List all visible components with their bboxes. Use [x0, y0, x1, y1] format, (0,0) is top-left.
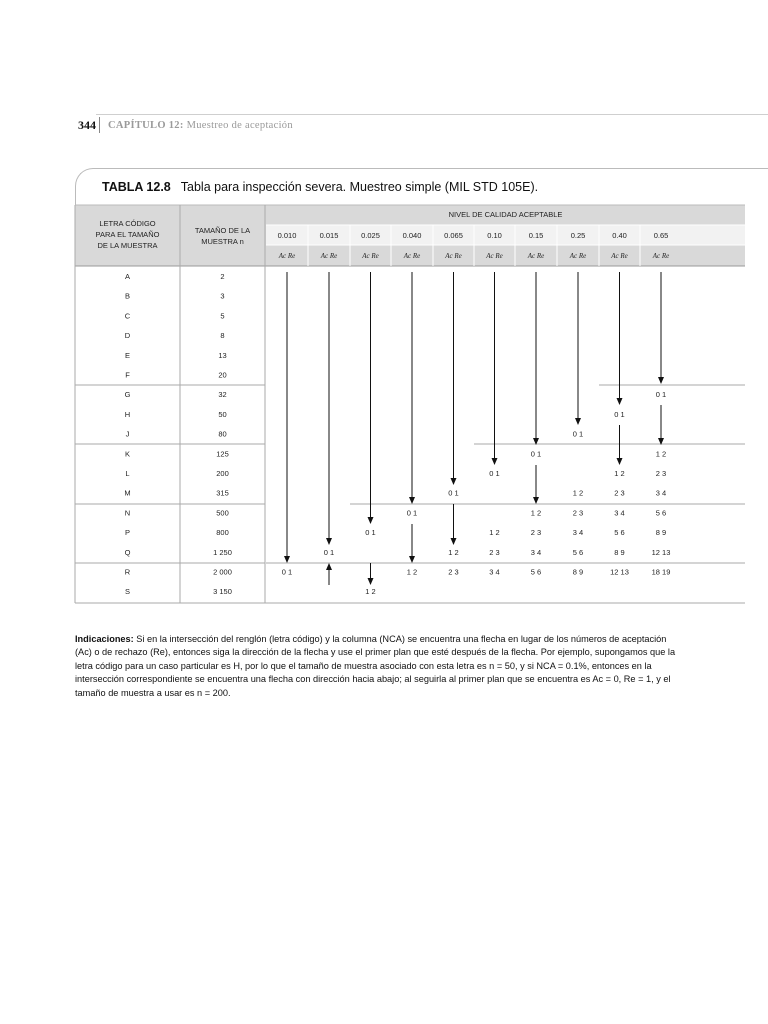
- acceptance-plan: 2 3: [572, 508, 584, 518]
- acceptance-plan: 0 1: [281, 567, 293, 577]
- nca-level: 0.10: [487, 231, 502, 240]
- row-sample-size: 3: [220, 291, 225, 301]
- nca-level: 0.15: [528, 231, 544, 240]
- nca-level: 0.40: [612, 231, 627, 240]
- ac-re-label: Ac Re: [278, 252, 296, 260]
- table-title-text: Tabla para inspección severa. Muestreo simple (MIL STD 105E).: [180, 180, 539, 194]
- acceptance-plan: 5 6: [655, 508, 667, 518]
- row-sample-size: 315: [216, 488, 229, 498]
- row-sample-size: 32: [218, 390, 227, 400]
- acceptance-plan: 0 1: [530, 449, 542, 459]
- acceptance-plan: 2 3: [614, 488, 625, 498]
- sample-size-header: MUESTRA n: [201, 237, 244, 246]
- acceptance-plan: 8 9: [655, 528, 667, 538]
- row-sample-size: 50: [218, 409, 227, 419]
- down-arrow-head: [368, 517, 374, 524]
- down-arrow-head: [617, 458, 623, 465]
- row-letter: N: [124, 508, 131, 518]
- ac-re-label: Ac Re: [527, 252, 545, 260]
- acceptance-plan: 0 1: [448, 488, 459, 498]
- row-letter: L: [125, 469, 130, 478]
- ac-re-label: Ac Re: [445, 252, 462, 260]
- acceptance-plan: 2 3: [655, 469, 667, 478]
- row-letter: J: [125, 429, 130, 439]
- down-arrow-head: [409, 497, 415, 504]
- nca-level: 0.010: [277, 231, 297, 240]
- down-arrow-head: [368, 578, 374, 585]
- acceptance-plan: 0 1: [365, 528, 376, 538]
- nca-level: 0.25: [570, 231, 586, 240]
- acceptance-plan: 3 4: [655, 488, 667, 498]
- up-arrow-head: [326, 563, 332, 570]
- row-letter: K: [124, 449, 131, 459]
- page-number: 344: [78, 118, 96, 132]
- row-sample-size: 8: [220, 331, 225, 341]
- row-letter: R: [124, 567, 131, 577]
- acceptance-plan: 1 2: [655, 449, 667, 459]
- acceptance-plan: 5 6: [572, 547, 584, 557]
- row-letter: G: [124, 390, 131, 400]
- row-sample-size: 20: [218, 370, 227, 380]
- acceptance-plan: 2 3: [489, 547, 500, 557]
- row-sample-size: 80: [218, 429, 227, 439]
- acceptance-plan: 1 2: [572, 488, 584, 498]
- acceptance-plan: 1 2: [365, 587, 376, 597]
- down-arrow-head: [658, 377, 664, 384]
- letter-code-header: LETRA CÓDIGO: [99, 219, 156, 228]
- down-arrow-head: [409, 556, 415, 563]
- row-letter: M: [124, 488, 131, 498]
- note-label: Indicaciones:: [75, 634, 134, 644]
- ac-re-label: Ac Re: [569, 252, 587, 260]
- down-arrow-head: [326, 538, 332, 545]
- row-sample-size: 200: [216, 469, 229, 478]
- acceptance-plan: 18 19: [651, 567, 671, 577]
- acceptance-plan: 3 4: [572, 528, 584, 538]
- row-letter: B: [124, 291, 131, 301]
- letter-code-header: DE LA MUESTRA: [97, 241, 158, 250]
- row-letter: S: [124, 587, 131, 597]
- acceptance-plan: 1 2: [489, 528, 500, 538]
- row-letter: C: [124, 311, 131, 321]
- ac-re-label: Ac Re: [486, 252, 503, 260]
- acceptance-plan: 0 1: [489, 469, 500, 478]
- chapter-label: CAPÍTULO 12:: [108, 120, 184, 131]
- row-sample-size: 125: [216, 449, 229, 459]
- acceptance-plan: 3 4: [530, 547, 542, 557]
- acceptance-plan: 1 2: [406, 567, 418, 577]
- acceptance-plan: 0 1: [614, 409, 625, 419]
- row-sample-size: 2: [220, 272, 225, 281]
- row-sample-size: 800: [216, 528, 229, 538]
- sample-size-header: TAMAÑO DE LA: [194, 226, 251, 235]
- down-arrow-head: [575, 418, 581, 425]
- row-sample-size: 13: [218, 350, 227, 360]
- acceptance-plan: 5 6: [614, 528, 625, 538]
- row-letter: F: [125, 370, 130, 380]
- acceptance-plan: 12 13: [651, 547, 671, 557]
- acceptance-plan: 2 3: [530, 528, 542, 538]
- acceptance-plan: 1 2: [614, 469, 625, 478]
- ac-re-label: Ac Re: [652, 252, 670, 260]
- acceptance-plan: 0 1: [406, 508, 418, 518]
- down-arrow-head: [617, 398, 623, 405]
- row-sample-size: 3 150: [213, 587, 232, 597]
- indications-note: [75, 633, 683, 700]
- acceptance-plan: 1 2: [448, 547, 459, 557]
- acceptance-plan: 12 13: [610, 567, 629, 577]
- table-label: TABLA 12.8: [102, 180, 171, 194]
- acceptance-plan: 3 4: [489, 567, 500, 577]
- row-sample-size: 2 000: [213, 567, 232, 577]
- acceptance-plan: 0 1: [323, 547, 335, 557]
- letter-code-header: PARA EL TAMAÑO: [95, 230, 160, 239]
- acceptance-plan: 1 2: [530, 508, 542, 518]
- note-text: Si en la intersección del renglón (letra código) y la columna (NCA) se encuentra una flecha en lugar de los números de aceptación (Ac) o de rechazo (Re), entonces siga la dirección de la flecha y use el primer plan que esté después de la flecha. Por ejemplo, supongamos que la letra código para un caso particular es H, por lo que el tamaño de muestra asociado con esta letra es n = 50, y si NCA = 0.1%, entonces en la intersección correspondiente se encuentra una flecha con dirección hacia abajo; al seguirla al primer plan que se encuentra es Ac = 0, Re = 1, y el tamaño de muestra a usar es n = 200.: [75, 634, 676, 698]
- row-sample-size: 1 250: [213, 547, 232, 557]
- acceptance-plan: 0 1: [655, 390, 667, 400]
- acceptance-plan: 2 3: [448, 567, 459, 577]
- acceptance-plan: 3 4: [614, 508, 625, 518]
- row-letter: D: [124, 331, 131, 341]
- down-arrow-head: [492, 458, 498, 465]
- down-arrow-head: [533, 497, 539, 504]
- ac-re-label: Ac Re: [403, 252, 421, 260]
- nca-header: NIVEL DE CALIDAD ACEPTABLE: [448, 210, 563, 219]
- nca-level: 0.65: [653, 231, 669, 240]
- nca-level: 0.040: [402, 231, 422, 240]
- ac-re-label: Ac Re: [362, 252, 379, 260]
- row-letter: A: [124, 272, 131, 281]
- row-letter: H: [124, 409, 131, 419]
- down-arrow-head: [451, 478, 457, 485]
- acceptance-plan: 8 9: [614, 547, 625, 557]
- nca-level: 0.015: [319, 231, 339, 240]
- acceptance-plan: 8 9: [572, 567, 584, 577]
- nca-level: 0.065: [444, 231, 463, 240]
- down-arrow-head: [451, 538, 457, 545]
- acceptance-plan: 5 6: [530, 567, 542, 577]
- nca-level: 0.025: [361, 231, 380, 240]
- ac-re-label: Ac Re: [611, 252, 628, 260]
- row-letter: E: [124, 350, 131, 360]
- acceptance-plan: 0 1: [572, 429, 584, 439]
- ac-re-label: Ac Re: [320, 252, 338, 260]
- chapter-title: Muestreo de aceptación: [186, 120, 293, 131]
- row-letter: Q: [124, 547, 131, 557]
- row-sample-size: 5: [220, 311, 225, 321]
- row-sample-size: 500: [216, 508, 229, 518]
- row-letter: P: [124, 528, 131, 538]
- down-arrow-head: [284, 556, 290, 563]
